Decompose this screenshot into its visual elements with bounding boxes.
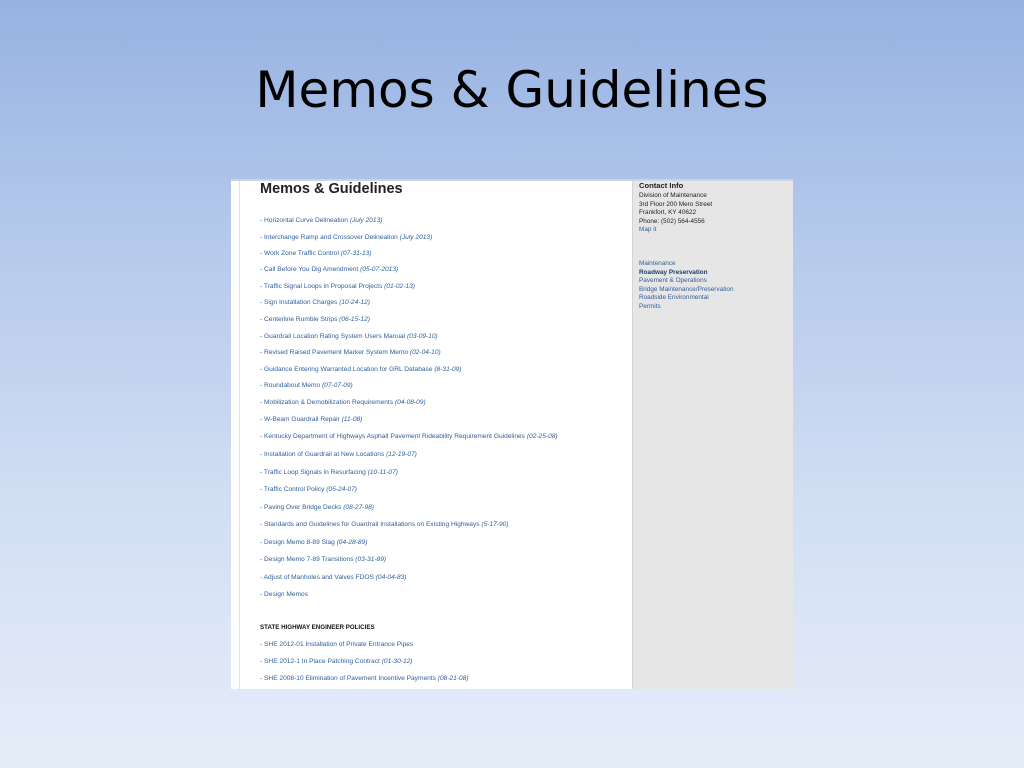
memo-title: - Sign Installation Charges [260,299,338,306]
nav-link-roadway-preservation[interactable]: Roadway Preservation [639,268,708,276]
memo-title: - Paving Over Bridge Decks [260,504,342,511]
main-content [260,181,630,689]
memo-title: - Interchange Ramp and Crossover Delineation [260,234,398,241]
memo-link[interactable] [260,298,370,307]
memo-title: - Horizontal Curve Delineation [260,217,348,224]
memo-title: - Revised Raised Pavement Marker System Memo [260,349,409,356]
she-policy-title: - SHE 2012-01 Installation of Private Entrance Pipes [260,641,414,648]
nav-link-pavement-operations[interactable]: Pavement & Operations [639,277,707,284]
memo-link[interactable] [260,450,417,459]
she-policy-title: - SHE 2008-10 Elimination of Pavement Incentive Payments [260,675,436,682]
memo-link[interactable] [260,282,415,291]
memo-title: - Call Before You Dig Amendment [260,266,359,273]
memo-link[interactable] [260,233,432,242]
memo-date: (01-02-13) [384,283,415,290]
memo-title: - Guardrail Location Rating System Users Manual [260,333,406,340]
sidebar [632,181,793,689]
she-policy-link[interactable] [260,640,413,649]
memo-title: - Roundabout Memo [260,382,321,389]
she-policy-link[interactable] [260,674,469,683]
she-policy-date: (08-21-08) [437,675,469,682]
memo-link[interactable] [260,315,370,324]
memo-link[interactable] [260,365,461,374]
memo-date: (07-07-09) [321,382,353,389]
memo-title: - Traffic Loop Signals in Resurfacing [260,469,366,476]
address-line: 3rd Floor 200 Mero Street [639,200,713,208]
memo-date: (03-31-89) [355,556,387,563]
phone-line: Phone: (502) 564-4556 [639,217,705,225]
memo-title: - Guidance Entering Warranted Location for GRL Database [260,366,433,373]
memo-link[interactable] [260,348,441,357]
memo-link[interactable] [260,415,362,424]
she-policy-title: - SHE 2012-1 In Place Patching Contract [260,658,380,665]
memo-link[interactable] [260,332,438,341]
memo-date: (05-07-2013) [360,266,399,273]
memo-date: (02-25-08) [526,433,558,440]
she-policy-link[interactable] [260,657,413,666]
memo-date: (10-11-07) [367,469,398,476]
memo-link[interactable] [260,503,374,512]
memo-date: (04-08-09) [394,399,426,406]
memo-date: (03-09-10) [406,333,438,340]
she-policy-date: (01-30-12) [381,658,413,665]
memo-link[interactable] [260,265,398,274]
memo-link[interactable] [260,216,382,225]
memo-date: (10-24-12) [339,299,370,306]
nav-link-permits[interactable]: Permits [639,302,661,310]
map-it-link[interactable]: Map it [639,226,657,233]
memo-date: (July 2013) [399,234,433,241]
memo-title: - Traffic Signal Loops in Proposal Projects [260,283,383,290]
memo-date: (07-31-13) [340,250,372,257]
memo-date: (05-24-07) [326,486,358,493]
webpage-screenshot [231,179,793,689]
memo-title: - Design Memo 8-89 Slag [260,539,335,546]
nav-link-roadside-environmental[interactable]: Roadside Environmental [639,294,709,301]
nav-link-bridge-maintenance[interactable]: Bridge Maintenance/Preservation [639,285,734,293]
memo-date: (July 2013) [349,217,383,224]
contact-info-heading: Contact Info [639,181,684,190]
memo-date: (02-04-10) [409,349,441,356]
page-heading: Memos & Guidelines [260,181,403,197]
nav-link-maintenance[interactable]: Maintenance [639,260,676,267]
memo-date: (06-15-12) [339,316,370,323]
memo-title: - Design Memo 7-89 Transitions [260,556,354,563]
memo-link[interactable] [260,381,353,390]
memo-date: (04-04-83) [375,574,407,581]
memo-date: (12-19-07) [386,451,417,458]
memo-date: (8-31-09) [434,366,462,373]
memo-title: - Centerline Rumble Strips [260,316,338,323]
memo-link[interactable] [260,249,372,258]
memo-date: (08-27-98) [343,504,374,511]
memo-title: - Design Memos [260,591,309,598]
memo-title: - Adjust of Manholes and Valves FDOS [260,574,374,581]
memo-link[interactable] [260,468,398,477]
memo-link[interactable] [260,555,386,564]
memo-title: - Traffic Control Policy [260,486,325,493]
memo-title: - Work Zone Traffic Control [260,250,339,257]
memo-link[interactable] [260,398,426,407]
left-border-strip [231,181,240,689]
memo-link[interactable] [260,538,367,547]
memo-title: - Kentucky Department of Highways Asphalt Pavement Rideability Requirement Guidelines [260,433,525,440]
memo-title: - Standards and Guidelines for Guardrail Installations on Existing Highways [260,521,480,528]
memo-link[interactable] [260,432,558,441]
address-line: Division of Maintenance [639,192,707,199]
memo-link[interactable] [260,573,407,582]
she-policies-heading: STATE HIGHWAY ENGINEER POLICIES [260,624,375,631]
memo-link[interactable] [260,485,357,494]
memo-date: (04-28-89) [336,539,368,546]
memo-link[interactable] [260,520,509,529]
memo-link[interactable] [260,590,308,599]
memo-date: (11-08) [341,416,363,423]
memo-title: - Mobilization & Demobilization Requirements [260,399,394,406]
memo-title: - W-Beam Guardrail Repair [260,416,340,423]
memo-date: (5-17-90) [481,521,509,528]
address-line: Frankfort, KY 40622 [639,209,697,216]
memo-title: - Installation of Guardrail at New Locations [260,451,385,458]
slide-title: Memos & Guidelines [255,61,769,119]
